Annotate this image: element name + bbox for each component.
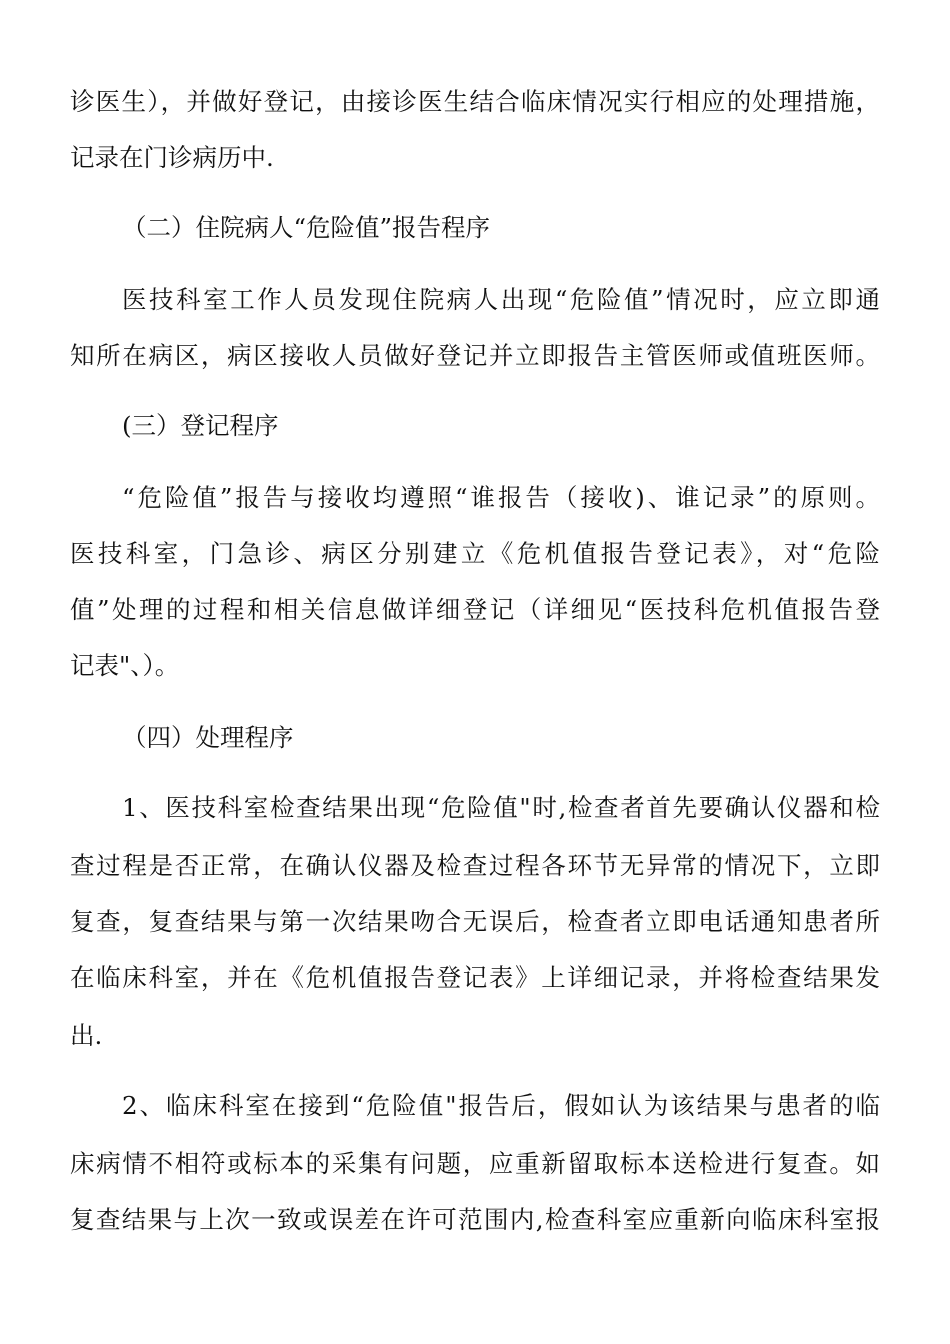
body-text-line: 医技科室，门急诊、病区分别建立《危机值报告登记表》，对“危险 (70, 539, 880, 568)
body-text-line: 记表"、）。 (70, 651, 180, 680)
section-heading: （四）处理程序 (122, 723, 294, 752)
section-heading: (三）登记程序 (122, 411, 279, 440)
body-text-line: 诊医生），并做好登记，由接诊医生结合临床情况实行相应的处理措施， (70, 87, 880, 116)
body-text-line: 在临床科室，并在《危机值报告登记表》上详细记录，并将检查结果发 (70, 963, 880, 992)
body-text-line: 知所在病区，病区接收人员做好登记并立即报告主管医师或值班医师。 (70, 341, 880, 370)
body-text-line: 值”处理的过程和相关信息做详细登记（详细见“医技科危机值报告登 (70, 595, 880, 624)
body-text-line: “危险值”报告与接收均遵照“谁报告（接收)、谁记录”的原则。 (122, 483, 880, 512)
body-text-line: 出. (70, 1021, 103, 1050)
body-text-line: 2、临床科室在接到“危险值"报告后，假如认为该结果与患者的临 (122, 1091, 880, 1120)
body-text-line: 1、医技科室检查结果出现“危险值"时,检查者首先要确认仪器和检 (122, 793, 880, 822)
section-heading: （二）住院病人“危险值”报告程序 (122, 213, 491, 242)
body-text-line: 记录在门诊病历中. (70, 143, 274, 172)
body-text-line: 复查结果与上次一致或误差在许可范围内,检查科室应重新向临床科室报 (70, 1205, 880, 1234)
body-text-line: 床病情不相符或标本的采集有问题，应重新留取标本送检进行复查。如 (70, 1149, 880, 1178)
body-text-line: 查过程是否正常，在确认仪器及检查过程各环节无异常的情况下，立即 (70, 851, 880, 880)
body-text-line: 复查，复查结果与第一次结果吻合无误后，检查者立即电话通知患者所 (70, 907, 880, 936)
body-text-line: 医技科室工作人员发现住院病人出现“危险值”情况时，应立即通 (122, 285, 880, 314)
